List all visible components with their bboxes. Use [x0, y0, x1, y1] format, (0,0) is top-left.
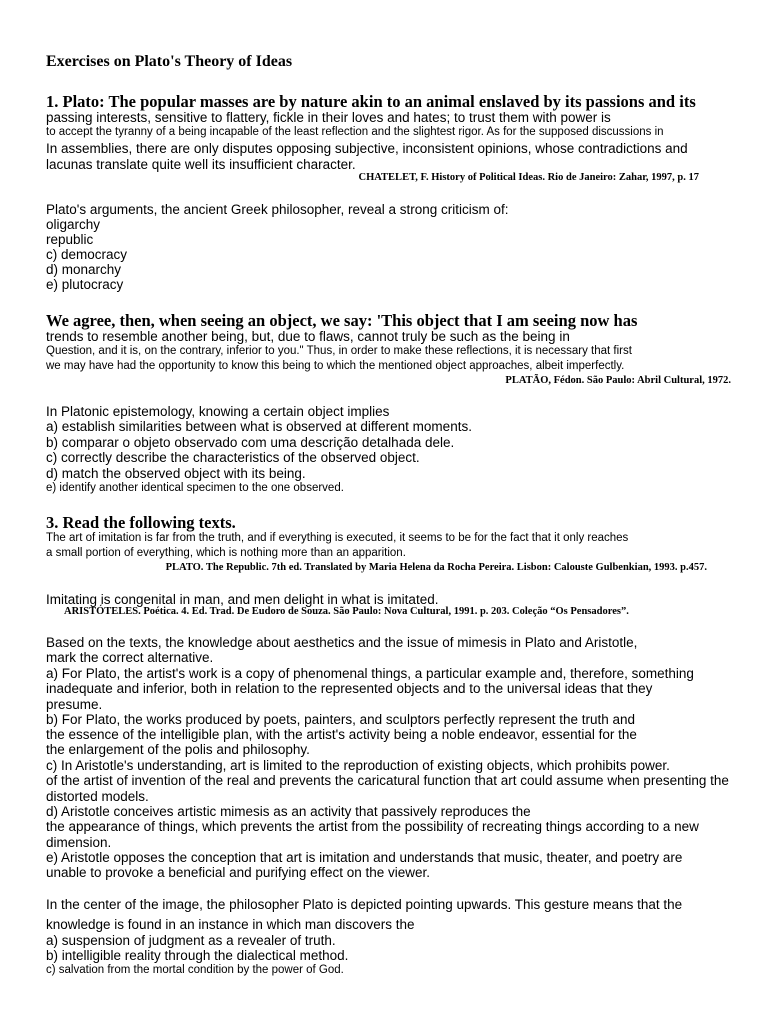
question-prompt: Plato's arguments, the ancient Greek philosopher, reveal a strong criticism of:	[46, 202, 509, 217]
passage-line: to accept the tyranny of a being incapable of the least reflection and the slightest rigor. As for the supposed discussions in	[46, 126, 664, 138]
answer-option: b) comparar o objeto observado com uma descrição detalhada dele.	[46, 435, 455, 450]
passage-line: we may have had the opportunity to know this being to which the mentioned object approaches, albeit imperfectly.	[46, 360, 625, 372]
answer-option: c) democracy	[46, 247, 128, 262]
passage-line: The art of imitation is far from the truth, and if everything is executed, it seems to be for the fact that it only reaches	[46, 532, 629, 544]
answer-option: a) establish similarities between what is observed at different moments.	[46, 419, 472, 434]
answer-option: a) For Plato, the artist's work is a copy of phenomenal things, a particular example and, therefore, something	[46, 666, 694, 681]
citation: PLATÃO, Fédon. São Paulo: Abril Cultural, 1972.	[505, 375, 731, 386]
passage-line: trends to resemble another being, but, due to flaws, cannot truly be such as the being in	[46, 329, 570, 344]
answer-option: d) Aristotle conceives artistic mimesis as an activity that passively reproduces the	[46, 804, 531, 819]
passage-line: In assemblies, there are only disputes opposing subjective, inconsistent opinions, whose contradictions and	[46, 141, 688, 156]
answer-option: distorted models.	[46, 789, 149, 804]
question-prompt: knowledge is found in an instance in which man discovers the	[46, 917, 415, 932]
answer-option: dimension.	[46, 835, 112, 850]
question-heading: 1. Plato: The popular masses are by nature akin to an animal enslaved by its passions and its	[46, 92, 696, 111]
answer-option: oligarchy	[46, 217, 101, 232]
answer-option: d) match the observed object with its being.	[46, 466, 306, 481]
answer-option: e) Aristotle opposes the conception that art is imitation and understands that music, theater, and poetry are	[46, 850, 683, 865]
answer-option: inadequate and inferior, both in relation to the represented objects and to the universal ideas that they	[46, 681, 653, 696]
answer-option: republic	[46, 232, 94, 247]
answer-option: the essence of the intelligible plan, with the artist's activity being a noble endeavor, essential for the	[46, 727, 637, 742]
answer-option: b) intelligible reality through the dialectical method.	[46, 948, 349, 963]
answer-option: b) For Plato, the works produced by poets, painters, and sculptors perfectly represent the truth and	[46, 712, 636, 727]
question-prompt: Based on the texts, the knowledge about aesthetics and the issue of mimesis in Plato and Aristotle,	[46, 635, 638, 650]
answer-option: c) correctly describe the characteristics of the observed object.	[46, 450, 420, 465]
page-title: Exercises on Plato's Theory of Ideas	[46, 53, 293, 70]
answer-option: c) In Aristotle's understanding, art is limited to the reproduction of existing objects, which prohibits power.	[46, 758, 670, 773]
question-prompt: In Platonic epistemology, knowing a certain object implies	[46, 404, 390, 419]
answer-option: unable to provoke a beneficial and purifying effect on the viewer.	[46, 865, 431, 880]
question-heading: We agree, then, when seeing an object, we say: 'This object that I am seeing now has	[46, 311, 638, 330]
answer-option: e) plutocracy	[46, 277, 124, 292]
citation: ARISTÓTELES. Poética. 4. Ed. Trad. De Eudoro de Souza. São Paulo: Nova Cultural, 1991. p. 203. Coleção “Os Pensadores”.	[64, 606, 629, 617]
question-prompt: In the center of the image, the philosopher Plato is depicted pointing upwards. This gesture means that the	[46, 897, 683, 912]
question-heading: 3. Read the following texts.	[46, 513, 236, 532]
answer-option: d) monarchy	[46, 262, 122, 277]
passage-line: passing interests, sensitive to flattery, fickle in their loves and hates; to trust them with power is	[46, 110, 611, 125]
answer-option: e) identify another identical specimen to the one observed.	[46, 482, 344, 494]
passage-line: a small portion of everything, which is nothing more than an apparition.	[46, 547, 406, 559]
answer-option: of the artist of invention of the real and prevents the caricatural function that art could assume when presenting the	[46, 773, 729, 788]
answer-option: c) salvation from the mortal condition by the power of God.	[46, 964, 344, 976]
answer-option: presume.	[46, 697, 103, 712]
answer-option: a) suspension of judgment as a revealer of truth.	[46, 933, 336, 948]
passage-line: lacunas translate quite well its insufficient character.	[46, 157, 356, 172]
passage-line: Question, and it is, on the contrary, inferior to you." Thus, in order to make these reflections, it is necessary that first	[46, 345, 632, 357]
passage-line: Imitating is congenital in man, and men delight in what is imitated.	[46, 592, 439, 607]
answer-option: the enlargement of the polis and philosophy.	[46, 742, 310, 757]
answer-option: the appearance of things, which prevents the artist from the possibility of recreating things according to a new	[46, 819, 699, 834]
citation: CHATELET, F. History of Political Ideas. Rio de Janeiro: Zahar, 1997, p. 17	[358, 172, 699, 183]
citation: PLATO. The Republic. 7th ed. Translated by Maria Helena da Rocha Pereira. Lisbon: Calouste Gulbenkian, 1993. p.457.	[165, 562, 707, 573]
question-prompt: mark the correct alternative.	[46, 650, 214, 665]
